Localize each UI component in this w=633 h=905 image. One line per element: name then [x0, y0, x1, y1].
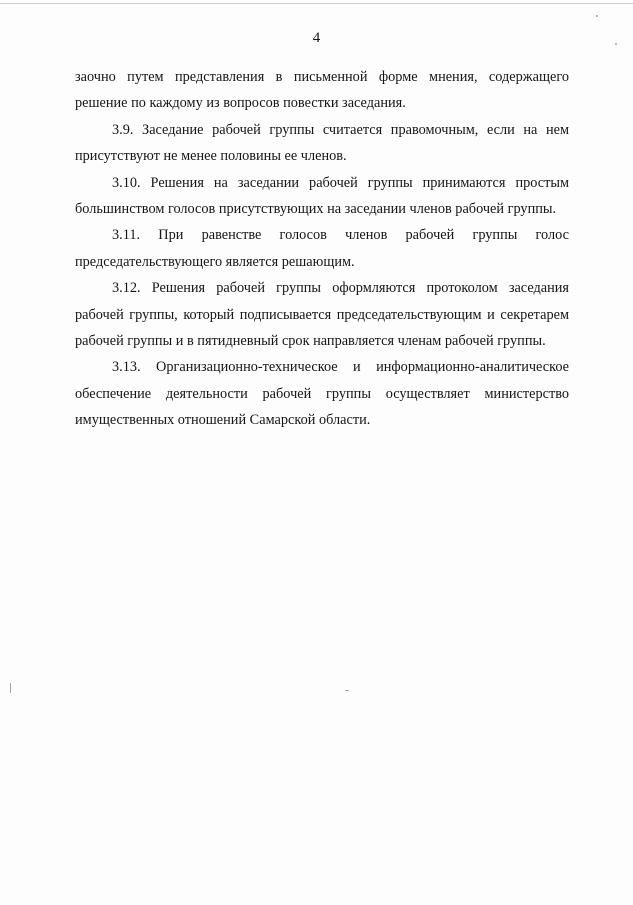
paragraph-continuation: заочно путем представления в письменной форме мнения, содержащего решение по каждому из вопросов повестки заседания.: [75, 69, 569, 112]
paragraph-3-11: 3.11. При равенстве голосов членов рабочей группы голос председательствующего является решающим.: [75, 227, 569, 270]
scan-edge-line: [0, 3, 633, 4]
document-body: [75, 64, 569, 434]
paragraph-3-13: 3.13. Организационно-техническое и информационно-аналитическое обеспечение деятельности рабочей группы осуществляет министерство имущественных отношений Самарской области.: [75, 359, 569, 429]
paragraph-3-12: 3.12. Решения рабочей группы оформляются протоколом заседания рабочей группы, который подписывается председательствующим и секретарем рабочей группы и в пятидневный срок направляется членам рабочей группы.: [75, 280, 569, 350]
paragraph-3-10: 3.10. Решения на заседании рабочей группы принимаются простым большинством голосов присутствующих на заседании членов рабочей группы.: [75, 174, 569, 218]
page-number: 4: [312, 30, 321, 46]
scan-speck: [596, 15, 598, 17]
scan-speck: [345, 690, 349, 691]
scan-speck: [615, 43, 617, 45]
paragraph-3-9: 3.9. Заседание рабочей группы считается правомочным, если на нем присутствуют не менее половины ее членов.: [75, 121, 569, 165]
scan-speck: [10, 683, 11, 693]
